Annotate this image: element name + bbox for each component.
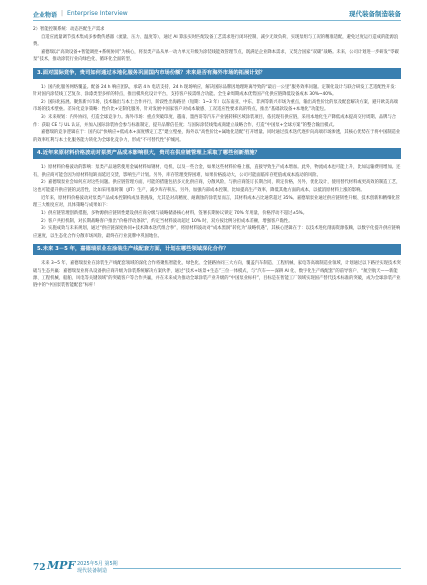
issue-date: 2025年5月 第5期 — [77, 561, 118, 567]
paragraph: 2）国际化拓展。聚焦新兴市场，技术输出与本土合作并行，阶段性出海路径（短期：1~3 年）以东南亚、中东、非洲等新兴市场为重点，输出高性价比的泵及配套解决方案，避开欧美高端市场的技术壁垒。差异化竞争策略：性价比+定制化服务，针对发展中国家客户对成本敏感、工况适应性要求高的特点，推出“基础款设备+本地化”功能包。 — [33, 100, 398, 113]
paragraph: 嘉德瑞的竞争逻辑在于：国内以“快响应+低成本+深度绑定工艺”建立壁垒，海外以“高性价比+属地化适配”打开增量。同时通过技术迭代逐步向高端市场渗透，其核心优势在于将中国制造业的效率红利与本土化服务能力转化为全球化竞争力，形成“不可替代性”护城河。 — [33, 130, 401, 143]
section-cn: 企业物语 — [33, 12, 58, 19]
paragraph: 嘉德瑞以“高效设备+智能调控+系统协同”为核心，将泵类产品从单一动力单元升级为涂装线能效管理节点，既满足企业降本需求，又契合国家“双碳”战略。未来，公司计划进一步研发“零碳泵”技术，推动涂装行业向绿色化、循环化全面转型。 — [33, 50, 399, 63]
paragraph: 2）客户共担机制，对长期战略客户推出“价格浮动条款”，约定当材料波动超过 10% 时，双方按比例分担成本差额，增强客户黏性。 — [41, 218, 293, 224]
magazine-section — [33, 10, 128, 19]
paragraph: 3）实施成效与未来规划，通过“供应链深度协同+技术降本迭代组合拳”，将原材料波动对“成本黑洞”转化为“战略机遇”，其核心逻辑在于：以技术进化削弱资源依赖，以数字化提升供应链响应速度，以生态化合作分散市场风险，最终在行业洗牌中巩固地位。 — [33, 226, 401, 239]
paragraph: 1）原材料价格波动的影响：泵类产品通常使用金属材料如钢材、电机、以及一些合金，如果这些材料价格上涨，直接导致生产成本增加。此外，物流成本也可能上升，比如运输费用增加。还有，供应商可能会因为原材料短缺而延迟交货，影响生产计划。另外，库存管理变得困难，如果价格波动大，公司可能面临库存贬值或成本波动的风险。 — [33, 165, 401, 178]
question-heading-3: 3.面对国际竞争，贵司如何通过本地化服务巩固国内市场份额？未来是否有海外市场的拓展计划？ — [33, 68, 401, 79]
page-footer — [33, 559, 401, 579]
paragraph: 近年来，原材料价格波动对泵类产品成本控制构成显著挑战，尤其是对高精度、耐腐蚀的涂装泵而言，其材料成本占比通常超过 35%。嘉德瑞泵业通过供应链韧性升级、技术创新和精细化管理三大维度应对，具体策略与成果如下： — [33, 195, 400, 209]
paragraph: 自适应流量调节技术集成多参数传感器（流量、压力、温度等），通过 AI 算法实时匹配设备工艺需求进行闭环控制，减少无效负荷，实现泵组与工况的精准适配，避免过度运行造成的能源浪费。 — [33, 34, 399, 48]
header-rule — [33, 20, 401, 21]
journal-name: 现代装备制造装备 — [349, 10, 401, 18]
page-header — [0, 0, 427, 26]
paragraph: 未来 3~5 年，嘉德瑞泵业在涂装生产线配套领域的深化合作将聚焦智能化、绿色化、全链路协同三大方向，覆盖汽车制造、工程机械、家电等高端制造业领域，计划通过以下路径实现技术突破与生态共赢：嘉德瑞泵业将从设备供应商升级为涂装系统解决方案伙伴，通过“技术+场景+生态”三位一体模式，与“汽车——深耕 AI 化、数字化生产线配套”的前导客户、“航空航天——新能源、工程机械、船舶、风电等关键领域”的突破客户等合作共赢，并在未来成为推动全球涂装产业升级的“中国泵业标杆”，目标是在智能工厂领域实现国产替代技术标准的突破，成为全球涂装产业链中的“中国泵装智能配套”标杆！ — [33, 261, 401, 289]
page-number: 72 — [33, 563, 46, 573]
article-body — [33, 26, 401, 290]
question-heading-4: 4.近年来原材料价格波动对泵类产品成本影响很大，贵司在供应链管理上采取了哪些创新措施？ — [33, 148, 401, 159]
paragraph: 2）智能控制系统：动态匹配生产需求 — [33, 27, 105, 32]
paragraph: 1）供应链管理创新措施，多物源供应链韧性建设供应商分级与战略储备核心材料，签署长期协议锁定 70% 年用量，价格浮动不超过±5%。 — [41, 210, 308, 216]
paragraph: 2）嘉德瑞泵业会如何应对这些问题。供应链管理方面，可能的措施包括多元化供应商，分散风险，与供应商签订长期合同，锁定价格，另外，优化设计，使用替代材料或更高效的制造工艺，这也可能提升供应链的灵活性，比如采用准时制（JIT）生产，减少库存积压。另外，加强内部成本控制，比如提高生产效率，降低其他方面的成本，以抵消原材料上涨的影响。 — [33, 180, 401, 193]
paragraph: 1）国内化服务网络覆盖。配备 24 h 响应团队，承诺 4 h 电话支持、24 h 现场响应，解决国际品牌因地理距离导致的“最后一公里”服务效率问题。定制化设计与联合研发工艺适配性开发：针对国内涂装线工艺复杂、涂漆类型多样的特点，推出模块化设计平台，支持客户按需组合功能。全生命周期成本优势国产化供应链降低设备成本 30%~40%。 — [33, 84, 399, 98]
question-heading-5: 5.未来 3－5 年，嘉德瑞泵业在涂装生产线配套方面，计划在哪些领域深化合作？ — [33, 244, 401, 255]
section-separator: | — [61, 10, 64, 17]
magazine-logo: MPF — [47, 559, 76, 572]
magazine-cn-name: 现代装备制造 — [77, 568, 108, 574]
paragraph: 3）未来规划：内外协同，打造全球竞争力。海外市场：重点突破印度、越南、墨西哥等汽车产业链转移区域涂装项目，依托现有供应链，采用本地化生产降低成本提高交付周期。品牌与合作：获取 CE 与 UL 认证，并加入国际涂装协会参与标准制定，提升品牌信任度；与国际涂装线集成商建立战略合作，打造“中国泵+全球方案”的整合输出模式。 — [33, 115, 397, 128]
section-en: Enterprise Interview — [67, 10, 128, 17]
footer-rule — [113, 568, 401, 569]
